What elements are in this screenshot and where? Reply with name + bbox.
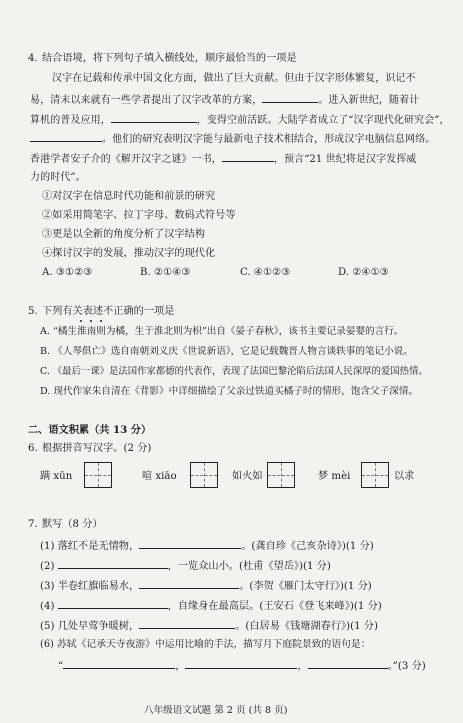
q5-number: 5. (28, 306, 38, 317)
q7-item-1 (40, 538, 374, 553)
q4-number: 4. (28, 53, 38, 64)
q7-item-1-source: 。(龚自珍《己亥杂诗》)(1 分) (241, 541, 374, 552)
q7-item-5 (40, 618, 378, 633)
q7-item-1-text: 落红不是无情物， (57, 541, 140, 552)
q6-answer-box-4[interactable] (361, 462, 389, 488)
q4-choice-a[interactable]: A. ③①②③ (42, 267, 93, 278)
q7-answer-blank-6a[interactable] (63, 658, 175, 669)
q4-passage-line4 (30, 131, 435, 146)
q4-option-4: ④探讨汉字的发展，推动汉字的现代化 (42, 248, 216, 259)
q5-option-d[interactable]: D. 现代作家朱自清在《背影》中详细描绘了父亲过铁道买橘子时的情形，饱含父子深情。 (40, 386, 419, 397)
q7-answer-blank-6c[interactable] (308, 658, 388, 669)
q7-item-2 (40, 558, 331, 573)
q7-item-3-source: 。(李贺《雁门太守行》)(1 分) (239, 581, 372, 592)
q7-answer-blank-5[interactable] (139, 618, 235, 629)
q7-item-5-source: 。(白居易《钱塘湖春行》)(1 分) (235, 621, 378, 632)
q6-answer-box-3[interactable] (267, 462, 295, 488)
q4-choice-c[interactable]: C. ④①②③ (240, 267, 291, 278)
q7-item-1-number: (1) (40, 541, 55, 552)
q4-choice-d[interactable]: D. ②④①③ (338, 267, 389, 278)
q7-item-4 (40, 598, 382, 613)
q7-item-3 (40, 578, 372, 593)
q4-option-3: ③更是以全新的角度分析了汉字结构 (42, 229, 205, 240)
q6-answer-box-2[interactable] (190, 462, 218, 488)
q7-answer-blank-4[interactable] (58, 598, 168, 609)
q6-number: 6. (28, 443, 38, 454)
q4-stem: 结合语境，将下列句子填入横线处，顺序最恰当的一项是 (42, 53, 297, 64)
q4-line3-text-b: ，变得空前活跃。大陆学者成立了“汉字现代化研究会”， (196, 115, 450, 126)
q7-answer-blank-1[interactable] (139, 538, 241, 549)
section-title: 二、语文积累（共 13 分） (28, 424, 152, 436)
q6-item-3-label: 如火如 (232, 471, 263, 482)
q5-option-a[interactable]: A. “橘生淮南则为橘，生于淮北则为枳”出自《晏子春秋》，该书主要记录晏婴的言行。 (40, 326, 404, 337)
q4-passage-line5 (30, 151, 417, 166)
q4-blank-3[interactable] (30, 131, 102, 142)
q4-choice-b[interactable]: B. ②①④③ (140, 267, 191, 278)
q4-line3-text-a: 算机的普及应用， (30, 115, 111, 126)
q7-item-2-number: (2) (40, 561, 55, 572)
q4-option-1: ①对汉字在信息时代功能和前景的研究 (42, 191, 216, 202)
q7-item-3-number: (3) (40, 581, 55, 592)
q4-line2-text-a: 易，清末以来就有一些学者提出了汉字改革的方案， (30, 95, 263, 106)
q4-passage-line2 (30, 92, 419, 107)
q4-line5-text-b: ，预言“21 世纪将是汉字发挥威 (273, 154, 417, 165)
page-footer: 八年级语文试题 第 2 页 (共 8 页) (144, 705, 288, 716)
q7-answer-blank-6b[interactable] (185, 658, 297, 669)
q6-item-4-suffix: 以求 (394, 471, 415, 482)
q7-item-6 (40, 638, 371, 651)
q4-passage-line1: 汉字在记载和传承中国文化方面，做出了巨大贡献。但由于汉字形体繁复，识记不 (52, 73, 416, 84)
comma: ， (297, 661, 308, 672)
q4-passage-line3 (30, 112, 450, 127)
q4-option-2: ②如采用简笔字、拉丁字母、数码式符号等 (42, 210, 236, 221)
q5-option-b[interactable]: B. 《人琴俱亡》选自南朝刘义庆《世说新语》，它是记载魏晋人物言谈轶事的笔记小说。 (40, 346, 413, 357)
q5-stem: 下列有关表述不正确的一项是 (42, 306, 175, 317)
q7-stem: 默写（8 分） (42, 519, 103, 530)
emphasis-dot (90, 320, 92, 322)
emphasis-dot (100, 320, 102, 322)
q4-line5-text-a: 香港学者安子介的《解开汉字之谜》一书， (30, 154, 222, 165)
q7-item-6-number: (6) (40, 639, 54, 650)
q4-blank-4[interactable] (222, 151, 274, 162)
q6-stem: 根据拼音写汉字。(2 分) (42, 443, 152, 454)
q6-item-4-label: 梦 mèi (318, 471, 351, 482)
q7-item-3-text: 半卷红旗临易水， (57, 581, 140, 592)
q4-blank-2[interactable] (111, 112, 197, 123)
q7-number: 7. (28, 519, 38, 530)
q7-item-5-text: 几处早莺争暖树， (57, 621, 140, 632)
q6-item-1-label: 蹒 xūn (40, 471, 73, 482)
q7-item-2-source: ，一览众山小。(杜甫《望岳》)(1 分) (167, 561, 331, 572)
emphasis-dot (80, 320, 82, 322)
q7-item-4-source: ，自缘身在最高层。(王安石《登飞来峰》)(1 分) (167, 601, 382, 612)
q6-answer-box-1[interactable] (84, 462, 112, 488)
q7-item-5-number: (5) (40, 621, 55, 632)
q7-item-6-text: 苏轼《记承天寺夜游》中运用比喻的手法，描写月下庭院景致的语句是： (57, 639, 371, 650)
q4-passage-line6: 力的时代”。 (30, 172, 86, 183)
q6-item-2-label: 喧 xiāo (142, 471, 177, 482)
q4-blank-1[interactable] (262, 92, 318, 103)
open-quote: “ (58, 661, 64, 672)
q5-option-c[interactable]: C. 《最后一课》是法国作家都德的代表作，表现了法国巴黎沦陷后法国人民深厚的爱国热情。 (40, 366, 428, 377)
q7-item-4-number: (4) (40, 601, 55, 612)
comma: ， (175, 661, 186, 672)
q4-line4-text-b: 。他们的研究表明汉字能与最新电子技术相结合，形成汉字电脑信息网络。 (102, 134, 436, 145)
q7-item-6-answer-line (58, 658, 426, 673)
q7-item-6-score: 。”(3 分) (387, 661, 426, 672)
q7-answer-blank-2[interactable] (58, 558, 168, 569)
q4-line2-text-b: 。进入新世纪，随着计 (318, 95, 420, 106)
q7-answer-blank-3[interactable] (139, 578, 239, 589)
